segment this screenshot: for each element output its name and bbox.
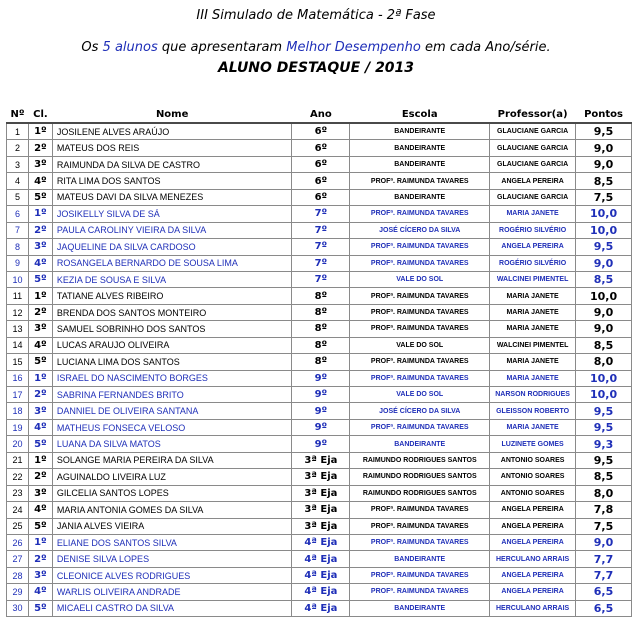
cell-number: 15 bbox=[7, 354, 29, 370]
cell-year: 3ª Eja bbox=[292, 452, 350, 468]
cell-teacher: ANTONIO SOARES bbox=[490, 452, 576, 468]
cell-year: 4ª Eja bbox=[292, 584, 350, 600]
table-row bbox=[7, 419, 632, 435]
cell-school: BANDEIRANTE bbox=[350, 156, 490, 172]
cell-class: 2º bbox=[28, 469, 52, 485]
cell-year: 6º bbox=[292, 140, 350, 156]
cell-name: RITA LIMA DOS SANTOS bbox=[52, 173, 292, 189]
cell-name: RAIMUNDA DA SILVA DE CASTRO bbox=[52, 156, 292, 172]
cell-teacher: MARIA JANETE bbox=[490, 354, 576, 370]
table-row bbox=[7, 304, 632, 320]
table-header-row bbox=[7, 106, 632, 123]
cell-class: 4º bbox=[28, 255, 52, 271]
cell-number: 13 bbox=[7, 321, 29, 337]
cell-points: 7,8 bbox=[576, 502, 632, 518]
cell-name: ROSANGELA BERNARDO DE SOUSA LIMA bbox=[52, 255, 292, 271]
cell-number: 2 bbox=[7, 140, 29, 156]
table-row bbox=[7, 337, 632, 353]
cell-year: 6º bbox=[292, 189, 350, 205]
cell-points: 8,0 bbox=[576, 354, 632, 370]
cell-points: 9,0 bbox=[576, 321, 632, 337]
table-row bbox=[7, 387, 632, 403]
cell-points: 10,0 bbox=[576, 387, 632, 403]
cell-school: PROFª. RAIMUNDA TAVARES bbox=[350, 567, 490, 583]
cell-number: 12 bbox=[7, 304, 29, 320]
cell-class: 3º bbox=[28, 156, 52, 172]
cell-year: 8º bbox=[292, 354, 350, 370]
cell-year: 4ª Eja bbox=[292, 567, 350, 583]
cell-school: PROFª. RAIMUNDA TAVARES bbox=[350, 288, 490, 304]
cell-class: 1º bbox=[28, 206, 52, 222]
cell-class: 1º bbox=[28, 370, 52, 386]
cell-teacher: MARIA JANETE bbox=[490, 370, 576, 386]
cell-name: DENISE SILVA LOPES bbox=[52, 551, 292, 567]
cell-teacher: ANGELA PEREIRA bbox=[490, 239, 576, 255]
cell-school: JOSÉ CÍCERO DA SILVA bbox=[350, 403, 490, 419]
cell-teacher: HERCULANO ARRAIS bbox=[490, 551, 576, 567]
cell-name: SAMUEL SOBRINHO DOS SANTOS bbox=[52, 321, 292, 337]
cell-points: 9,5 bbox=[576, 123, 632, 140]
cell-points: 7,7 bbox=[576, 567, 632, 583]
column-header-name: Nome bbox=[52, 106, 292, 123]
cell-number: 14 bbox=[7, 337, 29, 353]
cell-name: LUANA DA SILVA MATOS bbox=[52, 436, 292, 452]
column-header-school: Escola bbox=[350, 106, 490, 123]
document-title: III Simulado de Matemática - 2ª Fase bbox=[196, 8, 436, 23]
cell-points: 10,0 bbox=[576, 288, 632, 304]
cell-year: 8º bbox=[292, 337, 350, 353]
cell-name: DANNIEL DE OLIVEIRA SANTANA bbox=[52, 403, 292, 419]
cell-number: 25 bbox=[7, 518, 29, 534]
cell-name: TATIANE ALVES RIBEIRO bbox=[52, 288, 292, 304]
cell-points: 9,0 bbox=[576, 255, 632, 271]
cell-school: VALE DO SOL bbox=[350, 337, 490, 353]
cell-year: 8º bbox=[292, 321, 350, 337]
cell-number: 6 bbox=[7, 206, 29, 222]
ranking-table bbox=[6, 106, 632, 617]
cell-school: PROFª. RAIMUNDA TAVARES bbox=[350, 173, 490, 189]
cell-name: ELIANE DOS SANTOS SILVA bbox=[52, 534, 292, 550]
table-row bbox=[7, 123, 632, 140]
cell-school: BANDEIRANTE bbox=[350, 189, 490, 205]
cell-class: 5º bbox=[28, 600, 52, 616]
cell-class: 2º bbox=[28, 140, 52, 156]
cell-name: MICAELI CASTRO DA SILVA bbox=[52, 600, 292, 616]
cell-points: 7,5 bbox=[576, 518, 632, 534]
cell-class: 3º bbox=[28, 321, 52, 337]
cell-name: MARIA ANTONIA GOMES DA SILVA bbox=[52, 502, 292, 518]
cell-school: BANDEIRANTE bbox=[350, 600, 490, 616]
cell-name: JOSILENE ALVES ARAÚJO bbox=[52, 123, 292, 140]
cell-class: 3º bbox=[28, 485, 52, 501]
cell-name: CLEONICE ALVES RODRIGUES bbox=[52, 567, 292, 583]
cell-number: 1 bbox=[7, 123, 29, 140]
cell-number: 30 bbox=[7, 600, 29, 616]
cell-name: MATEUS DAVI DA SILVA MENEZES bbox=[52, 189, 292, 205]
cell-number: 23 bbox=[7, 485, 29, 501]
cell-number: 19 bbox=[7, 419, 29, 435]
cell-school: PROFª. RAIMUNDA TAVARES bbox=[350, 370, 490, 386]
cell-number: 11 bbox=[7, 288, 29, 304]
table-row bbox=[7, 584, 632, 600]
cell-school: RAIMUNDO RODRIGUES SANTOS bbox=[350, 452, 490, 468]
cell-name: SABRINA FERNANDES BRITO bbox=[52, 387, 292, 403]
cell-number: 24 bbox=[7, 502, 29, 518]
table-row bbox=[7, 288, 632, 304]
cell-class: 3º bbox=[28, 403, 52, 419]
cell-number: 16 bbox=[7, 370, 29, 386]
cell-school: BANDEIRANTE bbox=[350, 436, 490, 452]
subtitle-highlight: Melhor Desempenho bbox=[286, 40, 421, 55]
cell-class: 1º bbox=[28, 534, 52, 550]
cell-teacher: MARIA JANETE bbox=[490, 419, 576, 435]
cell-school: PROFª. RAIMUNDA TAVARES bbox=[350, 239, 490, 255]
table-row bbox=[7, 255, 632, 271]
table-row bbox=[7, 189, 632, 205]
cell-name: LUCAS ARAUJO OLIVEIRA bbox=[52, 337, 292, 353]
cell-class: 1º bbox=[28, 123, 52, 140]
table-row bbox=[7, 239, 632, 255]
cell-year: 7º bbox=[292, 255, 350, 271]
table-row bbox=[7, 551, 632, 567]
cell-year: 9º bbox=[292, 370, 350, 386]
cell-teacher: MARIA JANETE bbox=[490, 206, 576, 222]
cell-number: 21 bbox=[7, 452, 29, 468]
cell-year: 6º bbox=[292, 123, 350, 140]
cell-points: 9,3 bbox=[576, 436, 632, 452]
cell-class: 3º bbox=[28, 239, 52, 255]
cell-class: 5º bbox=[28, 436, 52, 452]
cell-class: 4º bbox=[28, 584, 52, 600]
cell-points: 8,5 bbox=[576, 337, 632, 353]
cell-number: 4 bbox=[7, 173, 29, 189]
cell-name: MATHEUS FONSECA VELOSO bbox=[52, 419, 292, 435]
cell-year: 3ª Eja bbox=[292, 469, 350, 485]
cell-school: PROFª. RAIMUNDA TAVARES bbox=[350, 255, 490, 271]
cell-teacher: MARIA JANETE bbox=[490, 321, 576, 337]
cell-school: PROFª. RAIMUNDA TAVARES bbox=[350, 321, 490, 337]
cell-teacher: ROGÉRIO SILVÉRIO bbox=[490, 222, 576, 238]
subtitle-part: que apresentaram bbox=[157, 40, 287, 55]
cell-teacher: WALCINEI PIMENTEL bbox=[490, 337, 576, 353]
cell-points: 9,0 bbox=[576, 140, 632, 156]
table-row bbox=[7, 403, 632, 419]
cell-name: BRENDA DOS SANTOS MONTEIRO bbox=[52, 304, 292, 320]
column-header-points: Pontos bbox=[576, 106, 632, 123]
cell-points: 8,5 bbox=[576, 271, 632, 287]
document-heading: ALUNO DESTAQUE / 2013 bbox=[217, 60, 415, 76]
cell-name: SOLANGE MARIA PEREIRA DA SILVA bbox=[52, 452, 292, 468]
cell-teacher: LUZINETE GOMES bbox=[490, 436, 576, 452]
cell-points: 10,0 bbox=[576, 206, 632, 222]
cell-name: JAQUELINE DA SILVA CARDOSO bbox=[52, 239, 292, 255]
cell-number: 26 bbox=[7, 534, 29, 550]
cell-teacher: ROGÉRIO SILVÉRIO bbox=[490, 255, 576, 271]
column-header-teacher: Professor(a) bbox=[490, 106, 576, 123]
cell-teacher: GLEISSON ROBERTO bbox=[490, 403, 576, 419]
cell-points: 7,5 bbox=[576, 189, 632, 205]
cell-name: LUCIANA LIMA DOS SANTOS bbox=[52, 354, 292, 370]
cell-points: 8,5 bbox=[576, 173, 632, 189]
cell-class: 2º bbox=[28, 222, 52, 238]
cell-year: 6º bbox=[292, 173, 350, 189]
table-row bbox=[7, 502, 632, 518]
table-row bbox=[7, 173, 632, 189]
cell-year: 4ª Eja bbox=[292, 551, 350, 567]
table-row bbox=[7, 370, 632, 386]
cell-year: 7º bbox=[292, 239, 350, 255]
cell-teacher: ANGELA PEREIRA bbox=[490, 534, 576, 550]
cell-number: 7 bbox=[7, 222, 29, 238]
cell-year: 9º bbox=[292, 436, 350, 452]
cell-number: 18 bbox=[7, 403, 29, 419]
cell-year: 4ª Eja bbox=[292, 534, 350, 550]
cell-class: 4º bbox=[28, 419, 52, 435]
cell-year: 7º bbox=[292, 222, 350, 238]
cell-points: 7,7 bbox=[576, 551, 632, 567]
cell-name: KEZIA DE SOUSA E SILVA bbox=[52, 271, 292, 287]
cell-year: 4ª Eja bbox=[292, 600, 350, 616]
cell-class: 5º bbox=[28, 518, 52, 534]
cell-name: MATEUS DOS REIS bbox=[52, 140, 292, 156]
cell-points: 6,5 bbox=[576, 600, 632, 616]
cell-number: 3 bbox=[7, 156, 29, 172]
table-row bbox=[7, 354, 632, 370]
table-body bbox=[7, 123, 632, 617]
cell-number: 29 bbox=[7, 584, 29, 600]
cell-teacher: ANGELA PEREIRA bbox=[490, 584, 576, 600]
cell-year: 6º bbox=[292, 156, 350, 172]
cell-name: GILCELIA SANTOS LOPES bbox=[52, 485, 292, 501]
column-header-year: Ano bbox=[292, 106, 350, 123]
cell-number: 10 bbox=[7, 271, 29, 287]
cell-name: JANIA ALVES VIEIRA bbox=[52, 518, 292, 534]
cell-points: 9,0 bbox=[576, 156, 632, 172]
cell-class: 4º bbox=[28, 337, 52, 353]
cell-teacher: GLAUCIANE GARCIA bbox=[490, 189, 576, 205]
cell-teacher: NARSON RODRIGUES bbox=[490, 387, 576, 403]
cell-teacher: GLAUCIANE GARCIA bbox=[490, 156, 576, 172]
table-row bbox=[7, 518, 632, 534]
cell-class: 1º bbox=[28, 452, 52, 468]
cell-teacher: MARIA JANETE bbox=[490, 304, 576, 320]
cell-name: AGUINALDO LIVEIRA LUZ bbox=[52, 469, 292, 485]
cell-teacher: MARIA JANETE bbox=[490, 288, 576, 304]
cell-school: PROFª. RAIMUNDA TAVARES bbox=[350, 518, 490, 534]
cell-teacher: GLAUCIANE GARCIA bbox=[490, 123, 576, 140]
cell-school: JOSÉ CÍCERO DA SILVA bbox=[350, 222, 490, 238]
cell-points: 9,5 bbox=[576, 239, 632, 255]
cell-teacher: ANGELA PEREIRA bbox=[490, 173, 576, 189]
cell-class: 3º bbox=[28, 567, 52, 583]
table-row bbox=[7, 156, 632, 172]
cell-school: PROFª. RAIMUNDA TAVARES bbox=[350, 534, 490, 550]
cell-points: 8,5 bbox=[576, 469, 632, 485]
cell-number: 28 bbox=[7, 567, 29, 583]
cell-year: 3ª Eja bbox=[292, 502, 350, 518]
cell-teacher: ANTONIO SOARES bbox=[490, 469, 576, 485]
column-header-number: Nº bbox=[7, 106, 29, 123]
document-subtitle bbox=[0, 40, 632, 55]
cell-teacher: WALCINEI PIMENTEL bbox=[490, 271, 576, 287]
table-row bbox=[7, 321, 632, 337]
column-header-class: Cl. bbox=[28, 106, 52, 123]
cell-class: 2º bbox=[28, 551, 52, 567]
cell-class: 5º bbox=[28, 354, 52, 370]
cell-number: 9 bbox=[7, 255, 29, 271]
cell-school: PROFª. RAIMUNDA TAVARES bbox=[350, 206, 490, 222]
subtitle-part: em cada Ano/série. bbox=[420, 40, 551, 55]
cell-year: 7º bbox=[292, 271, 350, 287]
cell-school: BANDEIRANTE bbox=[350, 140, 490, 156]
cell-class: 4º bbox=[28, 502, 52, 518]
cell-year: 3ª Eja bbox=[292, 485, 350, 501]
cell-points: 9,5 bbox=[576, 452, 632, 468]
cell-number: 27 bbox=[7, 551, 29, 567]
cell-school: PROFª. RAIMUNDA TAVARES bbox=[350, 354, 490, 370]
cell-number: 5 bbox=[7, 189, 29, 205]
cell-school: PROFª. RAIMUNDA TAVARES bbox=[350, 304, 490, 320]
cell-teacher: HERCULANO ARRAIS bbox=[490, 600, 576, 616]
table-row bbox=[7, 140, 632, 156]
table-row bbox=[7, 436, 632, 452]
cell-class: 2º bbox=[28, 387, 52, 403]
cell-number: 20 bbox=[7, 436, 29, 452]
cell-name: ISRAEL DO NASCIMENTO BORGES bbox=[52, 370, 292, 386]
cell-school: PROFª. RAIMUNDA TAVARES bbox=[350, 584, 490, 600]
table-row bbox=[7, 206, 632, 222]
subtitle-highlight: 5 alunos bbox=[102, 40, 158, 55]
cell-number: 22 bbox=[7, 469, 29, 485]
cell-points: 10,0 bbox=[576, 370, 632, 386]
cell-year: 7º bbox=[292, 206, 350, 222]
table-row bbox=[7, 469, 632, 485]
cell-number: 8 bbox=[7, 239, 29, 255]
cell-name: PAULA CAROLINY VIEIRA DA SILVA bbox=[52, 222, 292, 238]
table-row bbox=[7, 222, 632, 238]
table-row bbox=[7, 271, 632, 287]
cell-name: WARLIS OLIVEIRA ANDRADE bbox=[52, 584, 292, 600]
cell-year: 9º bbox=[292, 387, 350, 403]
cell-teacher: ANGELA PEREIRA bbox=[490, 502, 576, 518]
cell-teacher: ANGELA PEREIRA bbox=[490, 567, 576, 583]
cell-school: VALE DO SOL bbox=[350, 271, 490, 287]
cell-points: 9,5 bbox=[576, 419, 632, 435]
cell-points: 10,0 bbox=[576, 222, 632, 238]
cell-teacher: ANGELA PEREIRA bbox=[490, 518, 576, 534]
cell-year: 8º bbox=[292, 304, 350, 320]
cell-school: PROFª. RAIMUNDA TAVARES bbox=[350, 502, 490, 518]
cell-school: PROFª. RAIMUNDA TAVARES bbox=[350, 419, 490, 435]
cell-year: 9º bbox=[292, 403, 350, 419]
cell-year: 3ª Eja bbox=[292, 518, 350, 534]
cell-class: 2º bbox=[28, 304, 52, 320]
cell-points: 9,0 bbox=[576, 304, 632, 320]
cell-class: 1º bbox=[28, 288, 52, 304]
cell-school: RAIMUNDO RODRIGUES SANTOS bbox=[350, 469, 490, 485]
table-row bbox=[7, 534, 632, 550]
cell-school: BANDEIRANTE bbox=[350, 551, 490, 567]
cell-school: VALE DO SOL bbox=[350, 387, 490, 403]
cell-number: 17 bbox=[7, 387, 29, 403]
cell-school: BANDEIRANTE bbox=[350, 123, 490, 140]
table-row bbox=[7, 485, 632, 501]
cell-year: 9º bbox=[292, 419, 350, 435]
table-row bbox=[7, 452, 632, 468]
cell-name: JOSIKELLY SILVA DE SÁ bbox=[52, 206, 292, 222]
cell-points: 6,5 bbox=[576, 584, 632, 600]
table-row bbox=[7, 600, 632, 616]
cell-class: 5º bbox=[28, 271, 52, 287]
cell-year: 8º bbox=[292, 288, 350, 304]
cell-points: 8,0 bbox=[576, 485, 632, 501]
cell-school: RAIMUNDO RODRIGUES SANTOS bbox=[350, 485, 490, 501]
cell-teacher: GLAUCIANE GARCIA bbox=[490, 140, 576, 156]
cell-teacher: ANTONIO SOARES bbox=[490, 485, 576, 501]
cell-points: 9,5 bbox=[576, 403, 632, 419]
cell-class: 5º bbox=[28, 189, 52, 205]
table-row bbox=[7, 567, 632, 583]
cell-points: 9,0 bbox=[576, 534, 632, 550]
cell-class: 4º bbox=[28, 173, 52, 189]
subtitle-part: Os bbox=[81, 40, 103, 55]
